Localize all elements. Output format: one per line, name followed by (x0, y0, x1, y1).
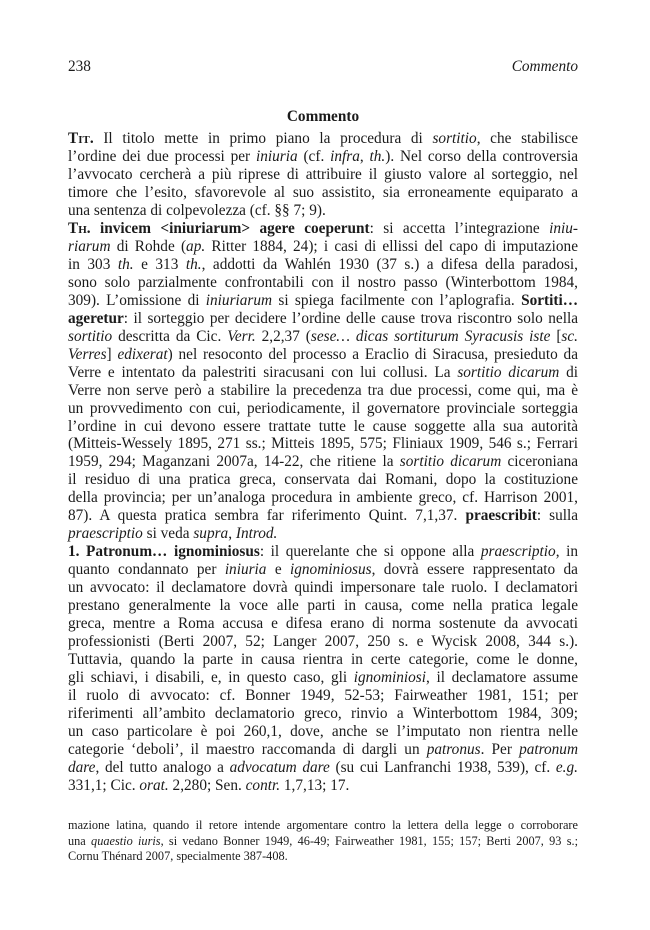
text-line (68, 723, 578, 741)
italic-run: th. (369, 147, 386, 165)
text-line (68, 220, 578, 238)
text-run: [ (550, 327, 562, 345)
text-line (68, 346, 578, 364)
bold-lemma: Sortiti… (521, 291, 578, 309)
text-run: , dovrà essere rappresentato da (371, 561, 578, 579)
text-run: timore che l’esito, sfavorevole al suo assistito, sia erroneamente equiparato a (68, 183, 578, 201)
text-run: un avvocato: il declamatore dovrà quindi impersonare tale ruolo. I declamatori (68, 579, 578, 597)
text-run: : il querelante che si oppone alla (259, 543, 481, 561)
text-run: (Mitteis-Wessely 1895, 271 ss.; Mitteis 1895, 575; Fliniaux 1909, 546 s.; Ferrari (68, 435, 578, 453)
text-run: , (359, 147, 370, 165)
italic-run: supra (193, 525, 229, 543)
italic-run: orat. (139, 776, 169, 794)
text-run: 331,1; Cic. (68, 776, 140, 794)
italic-run: ap. (186, 237, 206, 255)
text-line (68, 274, 578, 292)
text-run: un provvedimento con cui, periodicamente, il governatore provinciale sorteggia (68, 399, 578, 417)
text-run: 2,2,37 ( (255, 327, 311, 345)
italic-run: sc. (561, 327, 578, 345)
text-line (68, 148, 578, 166)
text-line (68, 364, 578, 382)
text-line (68, 328, 578, 346)
text-run: Ritter 1884, 24); i casi di ellissi del capo di imputazione (205, 237, 578, 255)
italic-run: sese… dicas sortiturum Syracusis iste (310, 327, 551, 345)
text-line (68, 130, 578, 148)
text-run: prestano generalmente la voce alle parti in causa, come nella pratica legale (68, 597, 578, 615)
italic-run: iniuriarum (205, 291, 273, 309)
italic-run: sortitio (68, 327, 113, 345)
text-run: , si vedano Bonner 1949, 46-49; Fairweather 1981, 155; 157; Berti 2007, 93 s.; (160, 833, 578, 848)
page-number: 238 (68, 58, 91, 75)
text-run: una sentenza di colpevolezza (cf. §§ 7; 9). (68, 201, 326, 219)
bold-lemma: praescribit (465, 507, 537, 525)
italic-run: contr. (245, 776, 281, 794)
italic-run: patronum (519, 740, 578, 758)
italic-run: iniu- (549, 219, 578, 237)
text-run: Verre e intentato da palestriti siracusani con lui collusi. La (68, 363, 458, 381)
text-run: della provincia; per un’analoga procedura in ambiente greco, cf. Harrison 2001, (68, 489, 578, 507)
text-run: 1959, 294; Maganzani 2007a, 14-22, che ritiene la (68, 453, 400, 471)
italic-run: Verres (68, 345, 107, 363)
text-line (68, 741, 578, 759)
italic-run: riarum (68, 237, 111, 255)
italic-run: iniuria (255, 147, 298, 165)
text-line (68, 471, 578, 489)
text-run: e 313 (133, 255, 186, 273)
text-run: Verre non serve però a stabilire la precedenza tra due processi, come qui, ma è (68, 381, 578, 399)
text-run: (su cui Lanfranchi 1938, 539), cf. (329, 758, 556, 776)
text-line (68, 543, 578, 561)
text-run: , che stabilisce (476, 130, 579, 147)
text-line (68, 292, 578, 310)
text-line (68, 202, 578, 220)
text-line (68, 256, 578, 274)
italic-run: Verr. (227, 327, 256, 345)
text-run: il ruolo di avvocato: cf. Bonner 1949, 52-53; Fairweather 1981, 151; per (68, 687, 578, 705)
italic-run: iniuria (224, 561, 267, 579)
text-line (68, 184, 578, 202)
text-run: Tuttavia, quando la parte in causa rientra in certe categorie, come le donne, (68, 651, 578, 669)
text-line (68, 579, 578, 597)
text-run: , (228, 525, 236, 543)
running-head-title: Commento (511, 58, 578, 75)
text-run: in 303 (68, 255, 118, 273)
paragraph-section-1-note (68, 543, 578, 795)
text-run: un caso particolare è poi 260,1, dove, anche se l’imputato non rientra nelle (68, 722, 578, 740)
bold-lemma: ageretur (68, 309, 124, 327)
text-line (68, 669, 578, 687)
italic-run: praescriptio (68, 525, 143, 543)
text-line (68, 849, 578, 865)
italic-run: Introd. (235, 525, 278, 543)
smallcaps-siglum: Th. (68, 219, 91, 237)
text-run: 2,280; Sen. (168, 776, 246, 794)
text-line (68, 818, 578, 834)
italic-run: infra (330, 147, 360, 165)
text-run: si spiega facilmente con l’aplografia. (272, 291, 522, 309)
bold-lemma: invicem <iniuriarum> agere coeperunt (90, 219, 370, 237)
text-line (68, 507, 578, 525)
text-run: una (68, 833, 92, 848)
text-run: l’ordine dei due processi per (68, 147, 256, 165)
text-line (68, 435, 578, 453)
text-line (68, 633, 578, 651)
italic-run: ignominiosus (290, 561, 372, 579)
italic-run: quaestio iuris (91, 833, 161, 848)
text-run: mazione latina, quando il retore intende argomentare contro la lettera della legge o corroborare (68, 818, 578, 832)
italic-run: sortitio dicarum (457, 363, 560, 381)
text-run: ciceroniana (501, 453, 579, 471)
text-run: quanto condannato per (68, 561, 225, 579)
section-heading: Commento (286, 108, 360, 125)
text-run: Il titolo mette in primo piano la procedura di (93, 130, 433, 147)
text-run: riferimenti all’ambito declamatorio greco, rinvio a Winterbottom 1984, 309; (68, 705, 578, 722)
text-line (68, 400, 578, 418)
text-line (68, 759, 578, 777)
bold-lemma: 1. Patronum… ignominiosus (68, 543, 260, 561)
text-run: e (266, 561, 291, 579)
text-line (68, 777, 578, 795)
footnote-continuation (68, 818, 578, 865)
italic-run: sortitio (432, 130, 477, 147)
text-line (68, 489, 578, 507)
text-run: , del tutto analogo a (95, 758, 230, 776)
paragraph-title-note (68, 130, 578, 220)
text-run: l’avvocato cercherà a più riprese di attribuire il giusto valore al sorteggio, nel (68, 165, 578, 183)
text-line (68, 382, 578, 400)
text-run: (cf. (297, 147, 331, 165)
text-line (68, 418, 578, 436)
text-run: sono solo parzialmente confrontabili con il nostro passo (Winterbottom 1984, (68, 273, 578, 291)
text-run: : si accetta l’integrazione (369, 219, 550, 237)
italic-run: advocatum dare (229, 758, 330, 776)
text-run: ). Nel corso della controversia (385, 147, 578, 165)
italic-run: th. (185, 255, 202, 273)
text-run: 87). A questa pratica sembra far riferimento Quint. 7,1,37. (68, 507, 466, 525)
text-run: descritta da Cic. (112, 327, 228, 345)
smallcaps-siglum: Tit. (68, 130, 94, 147)
italic-run: dare (68, 758, 96, 776)
text-line (68, 238, 578, 256)
text-run: categorie ‘deboli’, il maestro raccomanda di dargli un (68, 740, 427, 758)
text-line (68, 597, 578, 615)
italic-run: patronus (426, 740, 481, 758)
italic-run: e.g. (555, 758, 578, 776)
text-run: di (559, 363, 578, 381)
text-line (68, 651, 578, 669)
text-line (68, 166, 578, 184)
commentary-body (68, 130, 578, 795)
text-run: 309). L’omissione di (68, 291, 206, 309)
paragraph-theme-note (68, 220, 578, 543)
text-run: Cornu Thénard 2007, specialmente 387-408. (68, 849, 288, 864)
text-run: , addotti da Wahlén 1930 (37 s.) a difesa della paradosi, (201, 255, 578, 273)
italic-run: edixerat (117, 345, 168, 363)
text-run: professionisti (Berti 2007, 52; Langer 2007, 250 s. e Wycisk 2008, 344 s.). (68, 633, 578, 651)
text-run: : il sorteggio per decidere l’ordine delle cause trova riscontro solo nella (123, 309, 578, 327)
italic-run: praescriptio (480, 543, 556, 561)
text-run: gli schiavi, i disabili, e, in questo caso, gli (68, 669, 354, 687)
italic-run: th. (117, 255, 134, 273)
text-line (68, 453, 578, 471)
text-line (68, 834, 578, 850)
text-run: il residuo di una pratica greca, conservata dai Romani, dopo la costituzione (68, 471, 578, 489)
text-run: . Per (480, 740, 520, 758)
text-line (68, 525, 578, 543)
text-run: : sulla (536, 507, 579, 525)
text-run: ] (106, 345, 118, 363)
text-run: greca, mentre a Roma accusa e difesa erano di norma sostenute da avvocati (68, 615, 578, 633)
text-line (68, 310, 578, 328)
italic-run: sortitio dicarum (399, 453, 502, 471)
text-run: , in (555, 543, 578, 561)
text-run: si veda (142, 525, 194, 543)
running-header (68, 58, 578, 76)
text-line (68, 615, 578, 633)
text-line (68, 705, 578, 723)
italic-run: ignominiosi (353, 669, 426, 687)
text-run: , il declamatore assume (426, 669, 578, 687)
text-line (68, 687, 578, 705)
text-run: di Rohde ( (110, 237, 187, 255)
text-run: l’ordine in cui devono essere trattate tutte le cause soggette alla sua autorità (68, 417, 578, 435)
text-line (68, 561, 578, 579)
text-run: 1,7,13; 17. (280, 776, 350, 794)
text-run: ) nel resoconto del processo a Eraclio di Siracusa, presieduto da (167, 345, 578, 363)
